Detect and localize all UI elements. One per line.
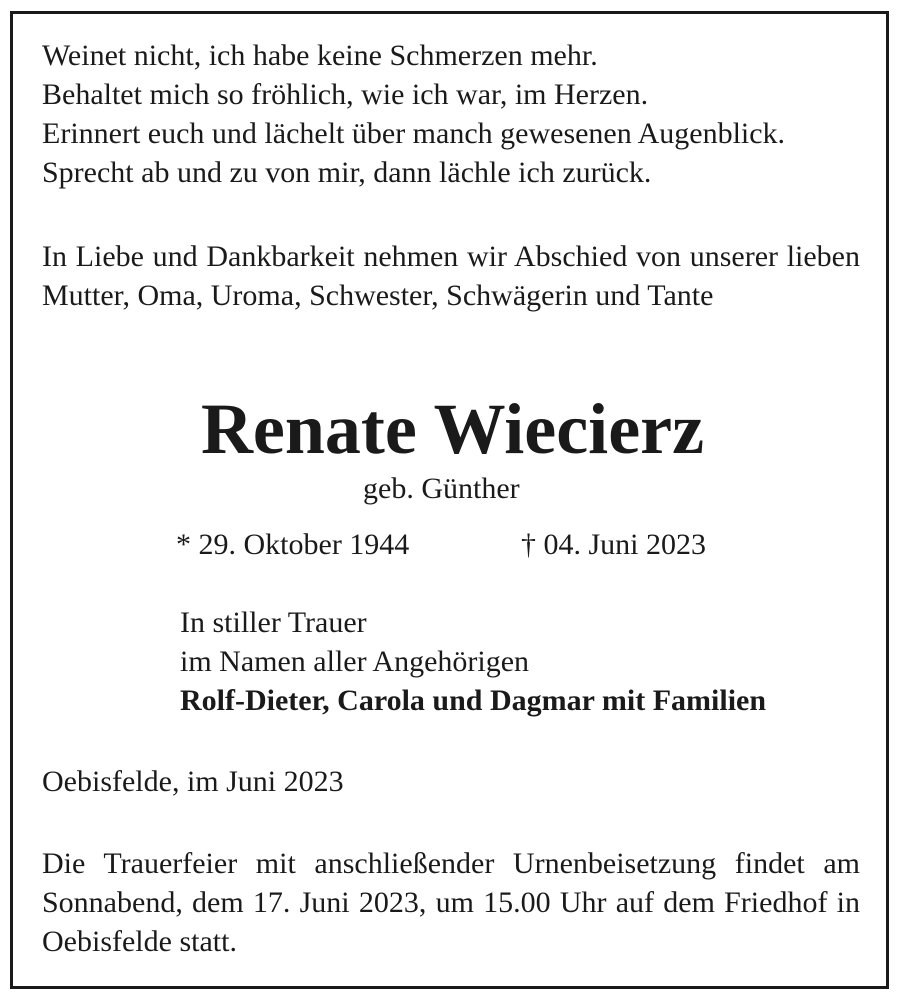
death-date: † 04. Juni 2023 (521, 528, 707, 561)
maiden-name: geb. Günther (363, 472, 520, 505)
poem-line: Sprecht ab und zu von mir, dann lächle ich zurück. (42, 156, 652, 189)
obituary-frame (10, 11, 889, 989)
mourning-line: In stiller Trauer (180, 606, 367, 639)
relatives-line: im Namen aller Angehörigen (180, 645, 530, 678)
poem (42, 36, 862, 192)
farewell-intro: In Liebe und Dankbarkeit nehmen wir Abschied von unserer lieben Mutter, Oma, Uroma, Schwester, Schwägerin und Tante (42, 240, 860, 312)
poem-line: Erinnert euch und lächelt über manch gewesenen Augenblick. (42, 117, 786, 150)
mourner-names: Rolf-Dieter, Carola und Dagmar mit Familien (180, 684, 767, 717)
mourners-block (180, 603, 766, 720)
deceased-name: Renate Wiecierz (200, 389, 705, 469)
poem-line: Weinet nicht, ich habe keine Schmerzen mehr. (42, 39, 598, 72)
place-date: Oebisfelde, im Juni 2023 (42, 765, 344, 798)
poem-line: Behaltet mich so fröhlich, wie ich war, im Herzen. (42, 78, 649, 111)
funeral-service-info: Die Trauerfeier mit anschließender Urnenbeisetzung findet am Sonnabend, dem 17. Juni 2023, um 15.00 Uhr auf dem Friedhof in Oebisfelde statt. (42, 847, 860, 958)
birth-date: * 29. Oktober 1944 (176, 528, 410, 561)
